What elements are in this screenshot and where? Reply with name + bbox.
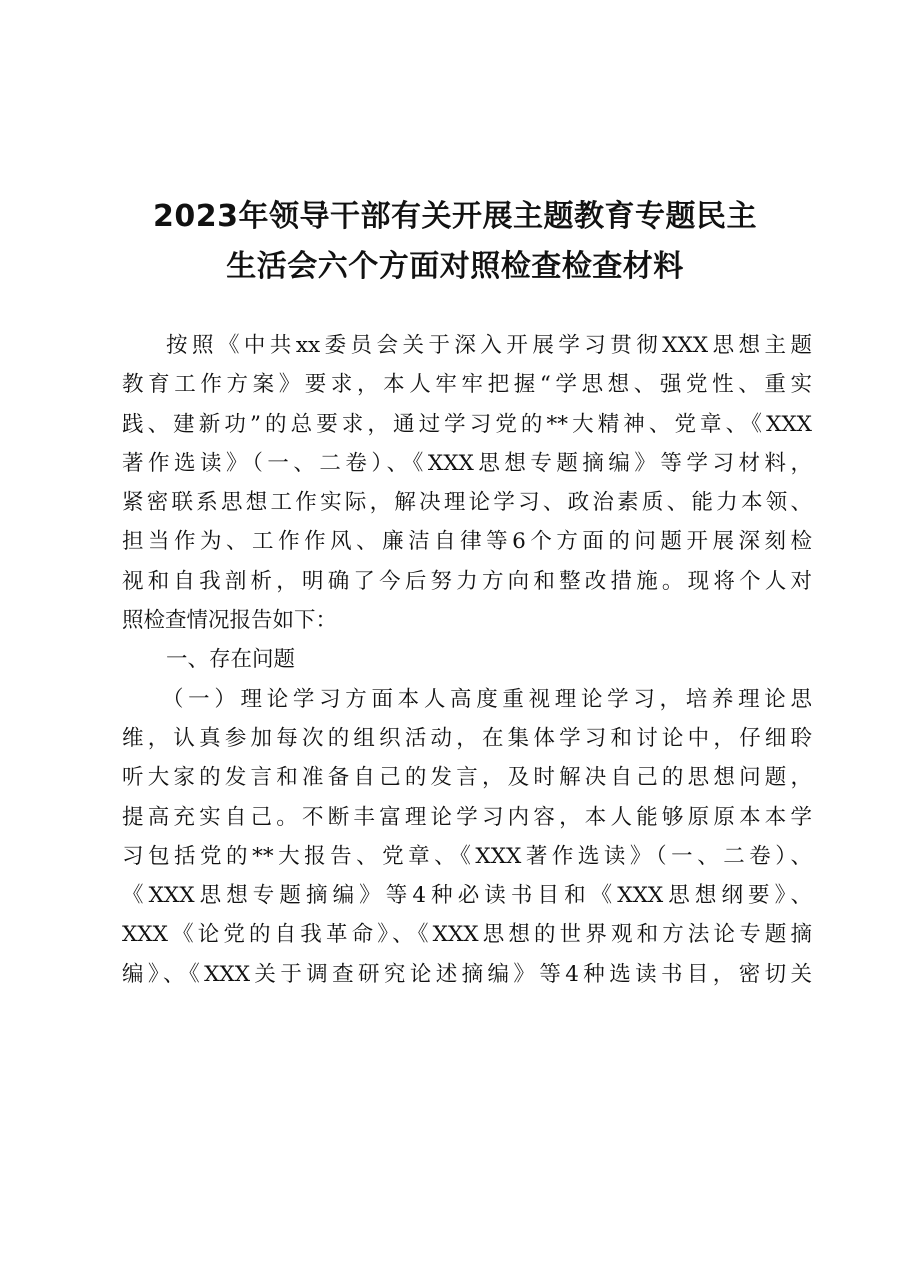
title-line-1: 2023年领导干部有关开展主题教育专题民主 (153, 199, 757, 234)
paragraph-line: 著作选读》（一、二卷）、《XXX思想专题摘编》等学习材料， (122, 450, 812, 476)
paragraph-line: 践、建新功”的总要求，通过学习党的**大精神、党章、《XXX (122, 411, 812, 437)
paragraph-line: 教育工作方案》要求，本人牢牢把握“学思想、强党性、重实 (122, 372, 812, 398)
paragraph-line: 按照《中共xx委员会关于深入开展学习贯彻XXX思想主题 (166, 333, 812, 358)
paragraph-line: 习包括党的**大报告、党章、《XXX著作选读》（一、二卷）、 (122, 843, 812, 869)
paragraph-line: 提高充实自己。不断丰富理论学习内容，本人能够原原本本学 (122, 804, 812, 830)
document-title (120, 192, 790, 292)
paragraph-line: 编》、《XXX关于调查研究论述摘编》等4种选读书目，密切关 (122, 961, 812, 987)
paragraph-line: 照检查情况报告如下： (122, 608, 338, 634)
paragraph-line: 维，认真参加每次的组织活动，在集体学习和讨论中，仔细聆 (122, 725, 812, 751)
paragraph-line: XXX《论党的自我革命》、《XXX思想的世界观和方法论专题摘 (122, 922, 812, 948)
paragraph-line: （一）理论学习方面本人高度重视理论学习，培养理论思 (162, 686, 812, 712)
paragraph-line: 听大家的发言和准备自己的发言，及时解决自己的思想问题， (122, 765, 812, 791)
paragraph-line: 紧密联系思想工作实际，解决理论学习、政治素质、能力本领、 (122, 490, 812, 516)
paragraph-line: 视和自我剖析，明确了今后努力方向和整改措施。现将个人对 (122, 568, 812, 594)
document-body (122, 326, 812, 994)
paragraph-line: 《XXX思想专题摘编》等4种必读书目和《XXX思想纲要》、 (122, 883, 812, 909)
section-heading: 一、存在问题 (166, 647, 296, 673)
paragraph-line: 担当作为、工作作风、廉洁自律等6个方面的问题开展深刻检 (122, 529, 812, 555)
title-line-2: 生活会六个方面对照检查检查材料 (226, 249, 684, 284)
